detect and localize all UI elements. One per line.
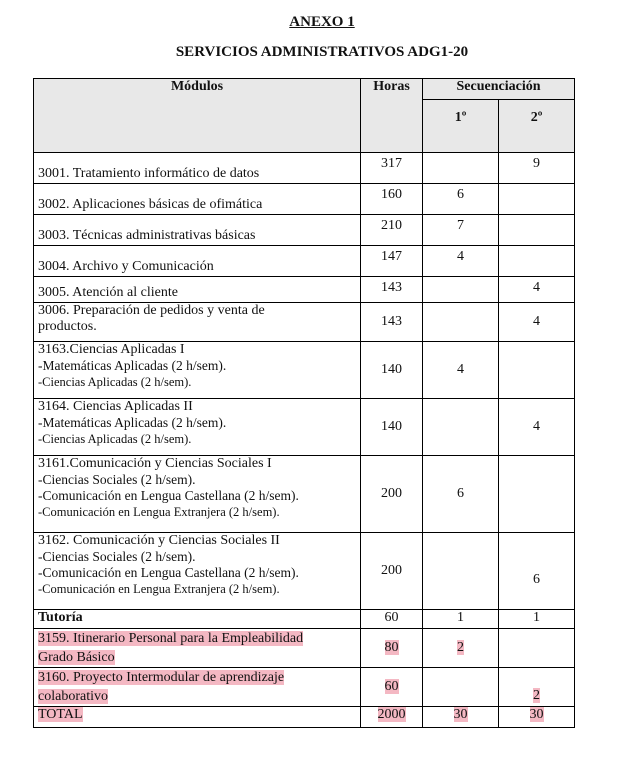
modules-table <box>33 78 575 728</box>
table-row-total <box>34 707 575 728</box>
table-row <box>34 153 575 184</box>
hours-cell-value: 200 <box>381 563 402 578</box>
first-year-cell-value: 4 <box>457 362 464 377</box>
first-year-cell <box>423 399 499 456</box>
module-line: -Ciencias Sociales (2 h/sem). <box>38 472 196 487</box>
hours-cell <box>361 215 423 246</box>
module-name-cell <box>34 399 361 456</box>
second-year-cell <box>499 629 575 668</box>
hours-cell-value: 317 <box>381 156 402 171</box>
first-year-cell <box>423 303 499 342</box>
hours-cell-value: 140 <box>381 419 402 434</box>
first-year-cell <box>423 629 499 668</box>
document-subtitle: SERVICIOS ADMINISTRATIVOS ADG1-20 <box>175 44 469 60</box>
second-year-cell-value: 2 <box>533 688 540 703</box>
module-line: 3162. Comunicación y Ciencias Sociales II <box>38 533 280 548</box>
hours-cell <box>361 303 423 342</box>
table-row <box>34 215 575 246</box>
module-name-cell <box>34 456 361 533</box>
second-year-cell <box>499 303 575 342</box>
first-year-cell <box>423 668 499 707</box>
module-line: productos. <box>38 319 97 334</box>
table-row <box>34 456 575 533</box>
table-row-itinerario <box>34 629 575 668</box>
module-line: 3002. Aplicaciones básicas de ofimática <box>38 197 263 212</box>
first-year-cell-value: 1 <box>457 610 464 625</box>
module-name-cell <box>34 533 361 610</box>
second-year-cell <box>499 533 575 610</box>
module-line: -Matemáticas Aplicadas (2 h/sem). <box>38 415 227 430</box>
first-year-cell <box>423 153 499 184</box>
module-name-cell <box>34 629 361 668</box>
second-year-cell-value: 9 <box>533 156 540 171</box>
module-line: -Ciencias Aplicadas (2 h/sem). <box>38 432 192 446</box>
hours-cell <box>361 610 423 629</box>
module-name-cell <box>34 153 361 184</box>
annex-title: ANEXO 1 <box>289 14 355 30</box>
table-row <box>34 342 575 399</box>
hours-cell <box>361 246 423 277</box>
module-line: -Matemáticas Aplicadas (2 h/sem). <box>38 358 227 373</box>
table-row <box>34 184 575 215</box>
first-year-cell <box>423 184 499 215</box>
module-line: -Comunicación en Lengua Extranjera (2 h/sem). <box>38 582 280 596</box>
second-year-cell <box>499 342 575 399</box>
first-year-cell <box>423 277 499 303</box>
second-year-cell-value: 4 <box>533 280 540 295</box>
first-year-cell-value: 6 <box>457 486 464 501</box>
hours-cell-value: 2000 <box>377 707 406 722</box>
second-year-cell-value: 4 <box>533 314 540 329</box>
second-year-cell <box>499 399 575 456</box>
module-line: 3006. Preparación de pedidos y venta de <box>38 303 265 318</box>
table-row-proyecto <box>34 668 575 707</box>
tutoria-label: Tutoría <box>34 610 361 629</box>
module-line: -Ciencias Aplicadas (2 h/sem). <box>38 375 192 389</box>
module-line: -Comunicación en Lengua Castellana (2 h/sem). <box>38 488 299 503</box>
total-label <box>34 707 361 728</box>
hours-cell <box>361 342 423 399</box>
first-year-cell <box>423 707 499 728</box>
second-year-cell-value: 1 <box>533 610 540 625</box>
header-secuenciacion: Secuenciación <box>423 79 575 100</box>
table-body <box>34 153 575 728</box>
module-line: -Comunicación en Lengua Castellana (2 h/sem). <box>38 565 299 580</box>
hours-cell <box>361 153 423 184</box>
first-year-cell-value: 6 <box>457 187 464 202</box>
hours-cell-value: 200 <box>381 486 402 501</box>
module-name-cell <box>34 246 361 277</box>
first-year-cell-value: 4 <box>457 249 464 264</box>
hours-cell <box>361 668 423 707</box>
module-line: 3003. Técnicas administrativas básicas <box>38 228 256 243</box>
hours-cell <box>361 184 423 215</box>
hours-cell <box>361 456 423 533</box>
module-line: -Ciencias Sociales (2 h/sem). <box>38 549 196 564</box>
module-name-cell <box>34 184 361 215</box>
first-year-cell <box>423 533 499 610</box>
hours-cell <box>361 629 423 668</box>
hours-cell-value: 80 <box>384 640 399 655</box>
module-line: 3005. Atención al cliente <box>38 285 178 300</box>
first-year-cell-value: 2 <box>457 640 464 655</box>
module-name-cell <box>34 342 361 399</box>
hours-cell <box>361 533 423 610</box>
header-first-year: 1º <box>423 100 499 153</box>
hours-cell-value: 140 <box>381 362 402 377</box>
hours-cell-value: 160 <box>381 187 402 202</box>
header-modulos: Módulos <box>34 79 361 153</box>
module-name-cell <box>34 668 361 707</box>
header-second-year: 2º <box>499 100 575 153</box>
table-row <box>34 246 575 277</box>
second-year-cell <box>499 184 575 215</box>
hours-cell-value: 60 <box>384 610 399 625</box>
second-year-cell <box>499 668 575 707</box>
second-year-cell-value: 30 <box>529 707 544 722</box>
table-row-tutoria <box>34 610 575 629</box>
header-horas: Horas <box>361 79 423 153</box>
table-row <box>34 303 575 342</box>
module-line: 3163.Ciencias Aplicadas I <box>38 342 185 357</box>
first-year-cell-value: 30 <box>453 707 468 722</box>
first-year-cell <box>423 610 499 629</box>
module-line: -Comunicación en Lengua Extranjera (2 h/sem). <box>38 505 280 519</box>
table-row <box>34 277 575 303</box>
module-line: Grado Básico <box>38 650 115 665</box>
hours-cell-value: 210 <box>381 218 402 233</box>
module-line: 3161.Comunicación y Ciencias Sociales I <box>38 456 272 471</box>
hours-cell-value: 60 <box>384 679 399 694</box>
hours-cell-value: 143 <box>381 280 402 295</box>
second-year-cell <box>499 246 575 277</box>
module-name-cell <box>34 277 361 303</box>
table-row <box>34 533 575 610</box>
second-year-cell <box>499 277 575 303</box>
first-year-cell <box>423 215 499 246</box>
second-year-cell <box>499 610 575 629</box>
second-year-cell <box>499 707 575 728</box>
first-year-cell <box>423 456 499 533</box>
hours-cell-value: 143 <box>381 314 402 329</box>
second-year-cell <box>499 153 575 184</box>
module-line: 3160. Proyecto Intermodular de aprendizaje <box>38 670 285 685</box>
module-line: 3004. Archivo y Comunicación <box>38 259 214 274</box>
second-year-cell <box>499 456 575 533</box>
hours-cell <box>361 277 423 303</box>
total-label-text: TOTAL <box>38 707 83 722</box>
module-line: colaborativo <box>38 689 108 704</box>
hours-cell <box>361 399 423 456</box>
module-line: 3159. Itinerario Personal para la Empleabilidad <box>38 631 304 646</box>
hours-cell <box>361 707 423 728</box>
first-year-cell-value: 7 <box>457 218 464 233</box>
first-year-cell <box>423 246 499 277</box>
hours-cell-value: 147 <box>381 249 402 264</box>
second-year-cell <box>499 215 575 246</box>
module-line: 3164. Ciencias Aplicadas II <box>38 399 193 414</box>
module-line: 3001. Tratamiento informático de datos <box>38 166 260 181</box>
first-year-cell <box>423 342 499 399</box>
second-year-cell-value: 4 <box>533 419 540 434</box>
table-row <box>34 399 575 456</box>
second-year-cell-value: 6 <box>533 572 540 587</box>
module-name-cell <box>34 215 361 246</box>
module-name-cell <box>34 303 361 342</box>
